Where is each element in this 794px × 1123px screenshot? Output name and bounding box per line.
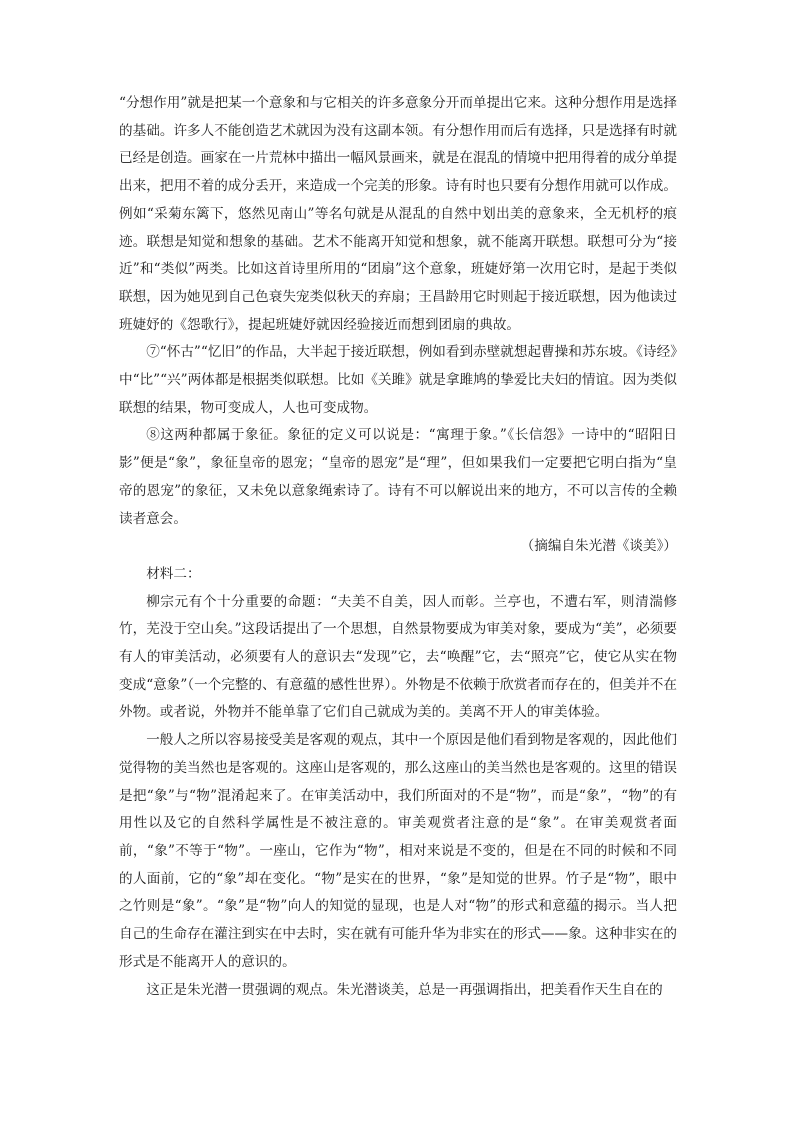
document-page xyxy=(119,90,677,1004)
paragraph-liu-zongyuan: 柳宗元有个十分重要的命题：“夫美不自美，因人而彰。兰亭也，不遭右军，则清湍修竹，芜没于空山矣。”这段话提出了一个思想，自然景物要成为审美对象，要成为“美”，必须要有人的审美活动，必须要有人的意识去“发现”它，去“唤醒”它，去“照亮”它，使它从实在物变成“意象”（一个完整的、有意蕴的感性世界）。外物是不依赖于欣赏者而存在的，但美并不在外物。或者说，外物并不能单靠了它们自己就成为美的。美离不开人的审美体验。 xyxy=(119,593,677,721)
material-two-heading: 材料二： xyxy=(146,565,201,582)
paragraph-objective-view: 一般人之所以容易接受美是客观的观点，其中一个原因是他们看到物是客观的，因此他们觉得物的美当然也是客观的。这座山是客观的，那么这座山的美当然也是客观的。这里的错误是把“象”与“物”混淆起来了。在审美活动中，我们所面对的不是“物”，而是“象”，“物”的有用性以及它的自然科学属性是不被注意的。审美观赏者注意的是“象”。在审美观赏者面前，“象”不等于“物”。一座山，它作为“物”，相对来说是不变的，但是在不同的时候和不同的人面前，它的“象”却在变化。“物”是实在的世界，“象”是知觉的世界。竹子是“物”，眼中之竹则是“象”。“象”是“物”向人的知觉的显现，也是人对“物”的形式和意蕴的揭示。当人把自己的生命存在灌注到实在中去时，实在就有可能升华为非实在的形式——象。这种非实在的形式是不能离开人的意识的。 xyxy=(119,732,677,970)
paragraph-zhu-guangqian: 这正是朱光潜一贯强调的观点。朱光潜谈美，总是一再强调指出，把美看作天生自在的 xyxy=(146,981,663,998)
paragraph-7: ⑦“怀古”“忆旧”的作品，大半起于接近联想，例如看到赤壁就想起曹操和苏东坡。《诗经》中“比”“兴”两体都是根据类似联想。比如《关雎》就是拿雎鸠的挚爱比夫妇的情谊。因为类似联想的结果，物可变成人，人也可变成物。 xyxy=(119,344,677,416)
paragraph-8: ⑧这两种都属于象征。象征的定义可以说是：“寓理于象。”《长信怨》一诗中的“昭阳日影”便是“象”，象征皇帝的恩宠；“皇帝的恩宠”是“理”，但如果我们一定要把它明白指为“皇帝的恩宠”的象征，又未免以意象绳索诗了。诗有不可以解说出来的地方，不可以言传的全赖读者意会。 xyxy=(119,427,677,527)
source-citation: （摘编自朱光潜《谈美》） xyxy=(520,538,677,555)
paragraph-fenxiang: “分想作用”就是把某一个意象和与它相关的许多意象分开而单提出它来。这种分想作用是选择的基础。许多人不能创造艺术就因为没有这副本领。有分想作用而后有选择，只是选择有时就已经是创造。画家在一片荒林中描出一幅风景画来，就是在混乱的情境中把用得着的成分单提出来，把用不着的成分丢开，来造成一个完美的形象。诗有时也只要有分想作用就可以作成。例如“采菊东篱下，悠然见南山”等名句就是从混乱的自然中划出美的意象来，全无机杼的痕迹。联想是知觉和想象的基础。艺术不能离开知觉和想象，就不能离开联想。联想可分为“接近”和“类似”两类。比如这首诗里所用的“团扇”这个意象，班婕妤第一次用它时，是起于类似联想，因为她见到自己色衰失宠类似秋天的弃扇；王昌龄用它时则起于接近联想，因为他读过班婕妤的《怨歌行》，提起班婕妤就因经验接近而想到团扇的典故。 xyxy=(119,95,677,333)
